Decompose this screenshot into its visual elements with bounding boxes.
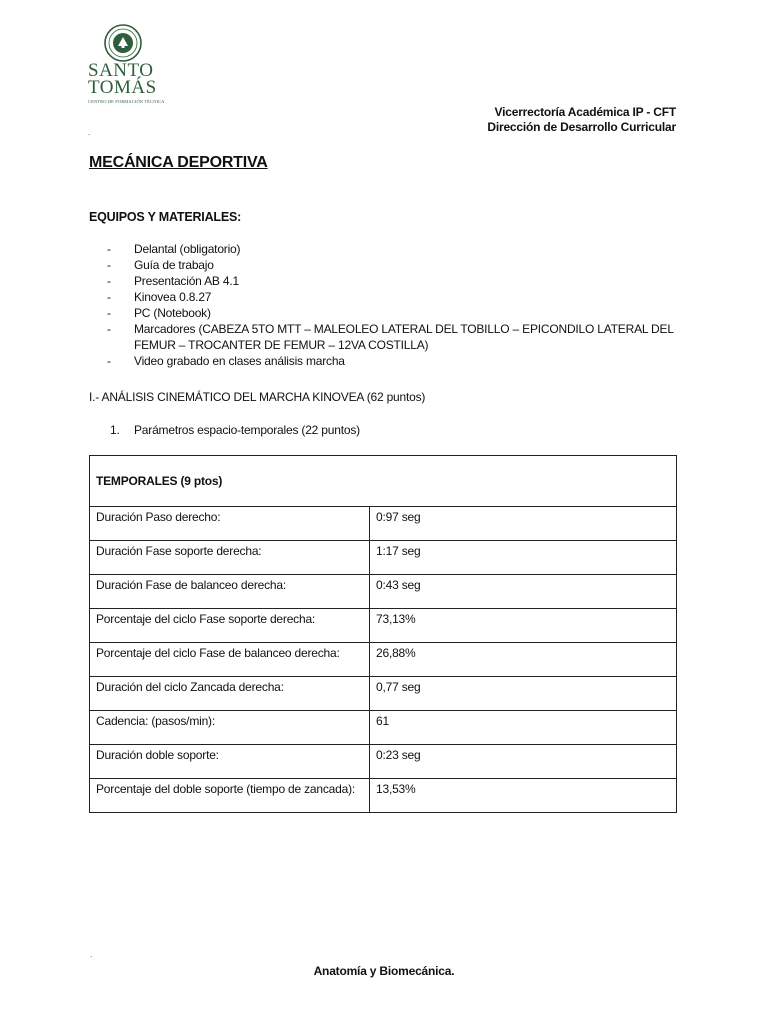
- list-item: [107, 321, 679, 353]
- header-line-1: Vicerrectoría Académica IP - CFT: [494, 105, 676, 119]
- stray-mark: .: [88, 128, 91, 137]
- row-value: 73,13%: [370, 609, 677, 643]
- list-item-text: Presentación AB 4.1: [134, 274, 239, 288]
- page-title: MECÁNICA DEPORTIVA: [89, 154, 268, 171]
- bullet-dash: -: [107, 322, 111, 336]
- bullet-dash: -: [107, 306, 111, 320]
- row-value: 0,77 seg: [370, 677, 677, 711]
- list-item-text: Guía de trabajo: [134, 258, 214, 272]
- header-line-2: Dirección de Desarrollo Curricular: [487, 120, 676, 134]
- table-row: [90, 575, 677, 609]
- section-title: I.- ANÁLISIS CINEMÁTICO DEL MARCHA KINOVEA (62 puntos): [89, 390, 426, 404]
- row-value: 13,53%: [370, 779, 677, 813]
- temporal-parameters-table: [89, 455, 677, 813]
- row-value: 0:23 seg: [370, 745, 677, 779]
- row-label: Porcentaje del doble soporte (tiempo de zancada):: [90, 779, 370, 813]
- table-row: [90, 643, 677, 677]
- row-label: Duración Fase de balanceo derecha:: [90, 575, 370, 609]
- bullet-dash: -: [107, 258, 111, 272]
- logo-subtitle: CENTRO DE FORMACIÓN TÉCNICA: [88, 99, 165, 104]
- list-item: [107, 241, 679, 257]
- list-item-text: PC (Notebook): [134, 306, 211, 320]
- row-label: Duración Paso derecho:: [90, 507, 370, 541]
- bullet-dash: -: [107, 242, 111, 256]
- row-label: Porcentaje del ciclo Fase soporte derecha:: [90, 609, 370, 643]
- row-value: 26,88%: [370, 643, 677, 677]
- table-header-row: [90, 456, 677, 507]
- logo-name-line1: SANTO: [88, 60, 154, 81]
- row-label: Duración del ciclo Zancada derecha:: [90, 677, 370, 711]
- table-header: TEMPORALES (9 ptos): [90, 456, 677, 507]
- subsection-number: 1.: [110, 423, 120, 437]
- row-label: Porcentaje del ciclo Fase de balanceo derecha:: [90, 643, 370, 677]
- list-item: [107, 353, 679, 369]
- list-item-text: Video grabado en clases análisis marcha: [134, 354, 345, 368]
- stray-mark: .: [90, 950, 93, 959]
- row-label: Cadencia: (pasos/min):: [90, 711, 370, 745]
- bullet-dash: -: [107, 290, 111, 304]
- row-value: 0:97 seg: [370, 507, 677, 541]
- table-row: [90, 507, 677, 541]
- table-row: [90, 711, 677, 745]
- table-row: [90, 677, 677, 711]
- bullet-dash: -: [107, 274, 111, 288]
- row-label: Duración doble soporte:: [90, 745, 370, 779]
- row-value: 1:17 seg: [370, 541, 677, 575]
- equipment-heading: EQUIPOS Y MATERIALES:: [89, 210, 242, 224]
- table-row: [90, 541, 677, 575]
- page-footer: Anatomía y Biomecánica.: [313, 964, 455, 978]
- bullet-dash: -: [107, 354, 111, 368]
- header-info: [487, 105, 676, 135]
- subsection-label: Parámetros espacio-temporales (22 puntos): [134, 423, 360, 437]
- list-item: [107, 273, 679, 289]
- table-row: [90, 745, 677, 779]
- list-item-text: Delantal (obligatorio): [134, 242, 241, 256]
- list-item: [107, 289, 679, 305]
- equipment-list: [107, 241, 679, 369]
- row-value: 61: [370, 711, 677, 745]
- list-item: [107, 257, 679, 273]
- list-item: [107, 305, 679, 321]
- seal-icon: [104, 24, 142, 62]
- list-item-text: Marcadores (CABEZA 5TO MTT – MALEOLEO LATERAL DEL TOBILLO – EPICONDILO LATERAL DEL FEMUR – TROCANTER DE FEMUR – 12VA COSTILLA): [134, 322, 674, 352]
- subsection-heading: [110, 423, 360, 437]
- row-label: Duración Fase soporte derecha:: [90, 541, 370, 575]
- institution-logo: [86, 24, 165, 104]
- table-row: [90, 609, 677, 643]
- table-row: [90, 779, 677, 813]
- row-value: 0:43 seg: [370, 575, 677, 609]
- list-item-text: Kinovea 0.8.27: [134, 290, 212, 304]
- logo-name-line2: TOMÁS: [88, 77, 157, 98]
